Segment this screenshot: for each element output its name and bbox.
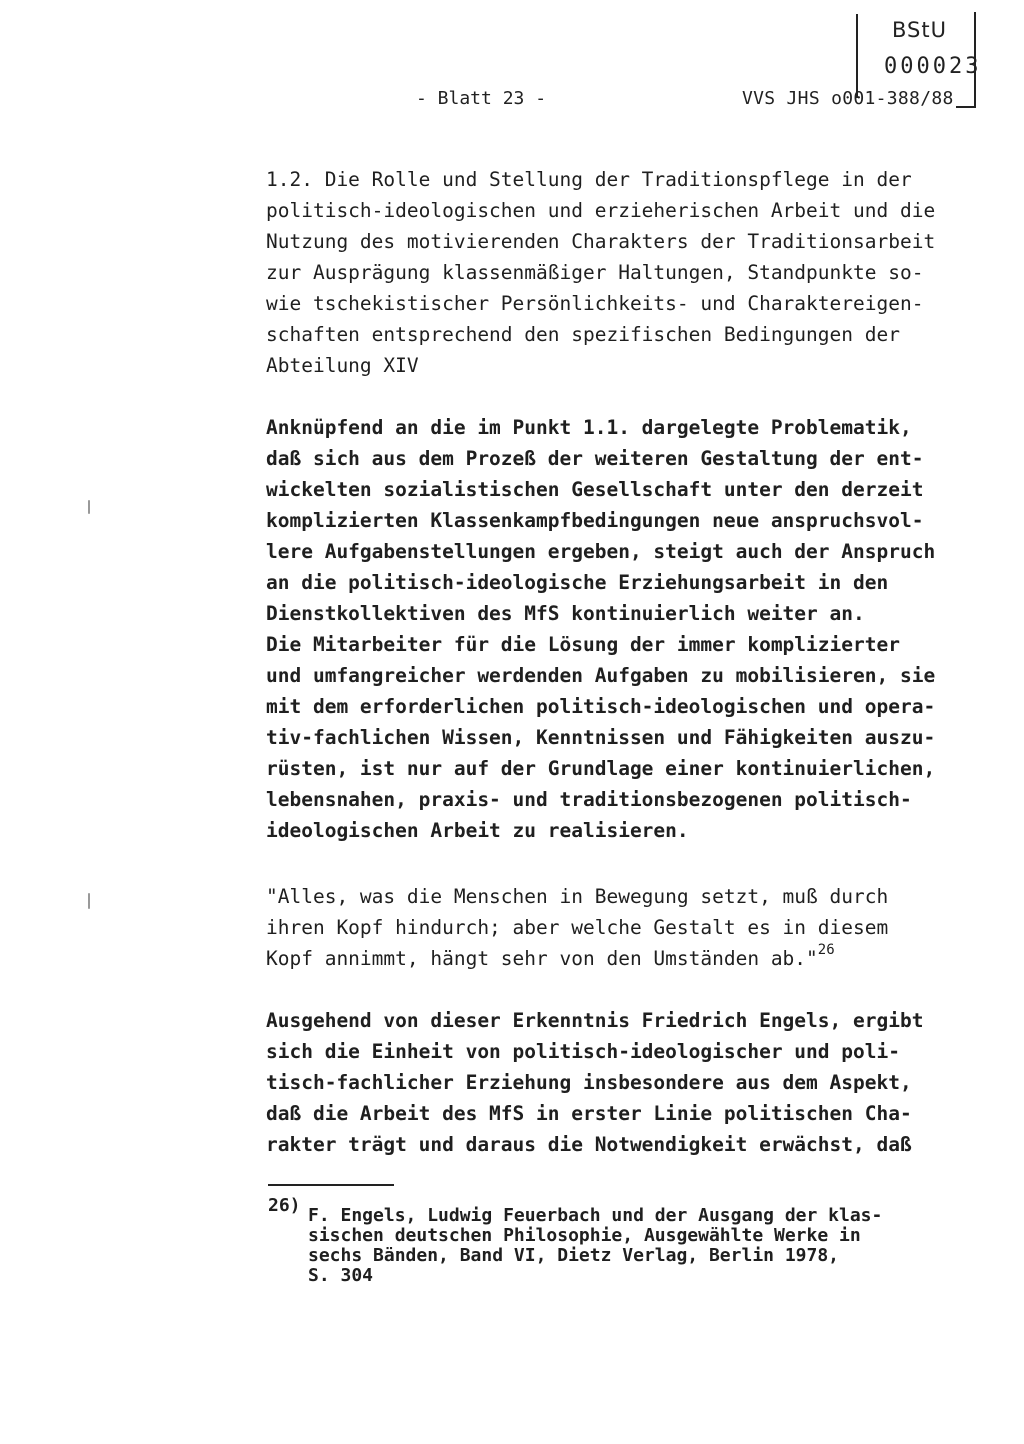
quote-text: "Alles, was die Menschen in Bewegung setzt, muß durch ihren Kopf hindurch; aber welche Gestalt es in diesem Kopf annimmt, hängt sehr von den Umständen ab." xyxy=(266,885,889,970)
footnote-reference: 26 xyxy=(817,942,835,958)
document-reference: VVS JHS o001-388/88 xyxy=(742,88,954,109)
footnote-separator xyxy=(268,1184,394,1186)
stamp-page-number: 000023 xyxy=(884,54,982,79)
stamp-border-bottom xyxy=(956,106,976,108)
stamp-archive-label: BStU xyxy=(892,18,947,42)
scan-artifact xyxy=(88,500,90,514)
footnote-mark: 26) xyxy=(268,1195,301,1216)
footnote xyxy=(268,1196,988,1286)
section-heading: 1.2. Die Rolle und Stellung der Traditionspflege in der politisch-ideologischen und erzieherischen Arbeit und die Nutzung des motivierenden Charakters der Traditionsarbeit zur Ausprägung klassenmäßiger Haltungen, Standpunkte so- wie tschekistischer Persönlichkeits- und Charaktereigen- schaften entsprechend den spezifischen Bedingungen der Abteilung XIV xyxy=(266,168,936,377)
sheet-number: - Blatt 23 - xyxy=(416,88,547,109)
scan-artifact xyxy=(88,893,90,909)
body-paragraph-1: Anknüpfend an die im Punkt 1.1. dargelegte Problematik, daß sich aus dem Prozeß der weiteren Gestaltung der ent- wickelten sozialistischen Gesellschaft unter den derzeit komplizierten Klassenkampfbedingungen neue anspruchsvol- lere Aufgabenstellungen ergeben, steigt auch der Anspruch an die politisch-ideologische Erziehungsarbeit in den Dienstkollektiven des MfS kontinuierlich weiter an. Die Mitarbeiter für die Lösung der immer komplizierter und umfangreicher werdenden Aufgaben zu mobilisieren, sie mit dem erforderlichen politisch-ideologischen und opera- tiv-fachlichen Wissen, Kenntnissen und Fähigkeiten auszu- rüsten, ist nur auf der Grundlage einer kontinuierlichen, lebensnahen, praxis- und traditionsbezogenen politisch- ideologischen Arbeit zu realisieren. xyxy=(266,416,936,842)
stamp-border-left xyxy=(856,14,858,98)
body-paragraph-3: Ausgehend von dieser Erkenntnis Friedrich Engels, ergibt sich die Einheit von politisch-ideologischer und poli- tisch-fachlicher Erziehung insbesondere aus dem Aspekt, daß die Arbeit des MfS in erster Linie politischen Cha- rakter trägt und daraus die Notwendigkeit erwächst, daß xyxy=(266,1009,924,1156)
footnote-text: F. Engels, Ludwig Feuerbach und der Ausgang der klas- sischen deutschen Philosophie, Ausgewählte Werke in sechs Bänden, Band VI, Dietz Verlag, Berlin 1978, S. 304 xyxy=(308,1205,883,1286)
engels-quote xyxy=(266,881,986,974)
